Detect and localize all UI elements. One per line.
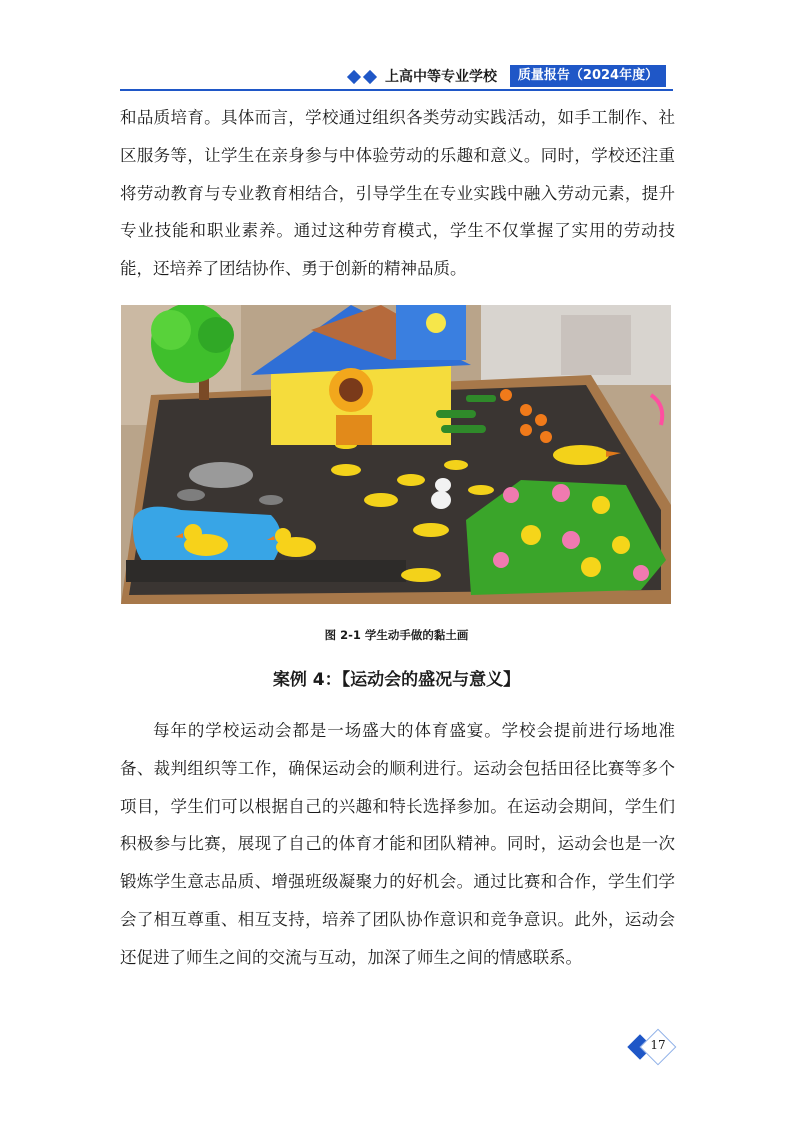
clay-painting-photo xyxy=(121,305,671,604)
page-header xyxy=(120,62,673,92)
report-tag: 质量报告（2024年度） xyxy=(510,65,666,87)
diamond-icon xyxy=(347,70,361,84)
diamond-icon xyxy=(363,70,377,84)
page-number: 17 xyxy=(650,1038,666,1052)
case-title: 案例 4：【运动会的盛况与意义】 xyxy=(272,670,521,690)
header-rule xyxy=(120,89,673,91)
paragraph-labor-education: 和品质培育。具体而言，学校通过组织各类劳动实践活动，如手工制作、社区服务等，让学生在亲身参与中体验劳动的乐趣和意义。同时，学校还注重将劳动教育与专业教育相结合，引导学生在专业实践中融入劳动元素，提升专业技能和职业素养。通过这种劳育模式，学生不仅掌握了实用的劳动技能，还培养了团结协作、勇于创新的精神品质。 xyxy=(120,108,675,279)
paragraph-sports-meeting: 每年的学校运动会都是一场盛大的体育盛宴。学校会提前进行场地准备、裁判组织等工作，确保运动会的顺利进行。运动会包括田径比赛等多个项目，学生们可以根据自己的兴趣和特长选择参加。在运动会期间，学生们积极参与比赛，展现了自己的体育才能和团队精神。同时，运动会也是一次锻炼学生意志品质、增强班级凝聚力的好机会。通过比赛和合作，学生们学会了相互尊重、相互支持，培养了团队协作意识和竞争意识。此外，运动会还促进了师生之间的交流与互动，加深了师生之间的情感联系。 xyxy=(120,721,675,967)
figure-caption: 图 2-1 学生动手做的黏土画 xyxy=(324,628,469,642)
page-number-badge xyxy=(627,1031,675,1063)
school-name: 上高中等专业学校 xyxy=(385,69,497,85)
